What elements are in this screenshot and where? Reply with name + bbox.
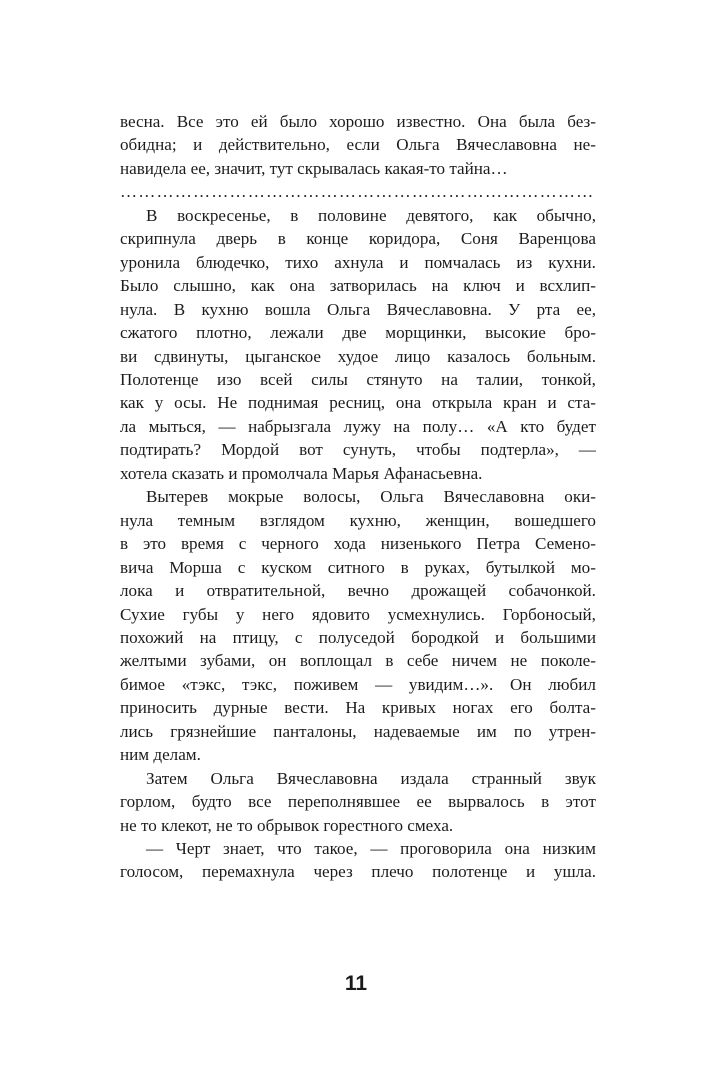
paragraph: Затем Ольга Вячеславовна издала странный звук горлом, будто все переполнявшее ее вырвалось в этот не то клекот, не то обрывок горестного смеха. [120, 768, 596, 835]
ellipsis-separator: …………………………………………………………………… [120, 182, 595, 202]
paragraph: — Черт знает, что такое, — проговорила она низким голосом, перемахнула через плечо полотенце и ушла. [120, 839, 596, 882]
paragraph: весна. Все это ей было хорошо известно. Она была без- обидна; и действительно, если Ольга Вячеславовна не- навидела ее, значит, тут скрывалась какая-то тайна… [120, 112, 596, 178]
page-text-block [120, 110, 596, 884]
paragraph: Вытерев мокрые волосы, Ольга Вячеславовна оки- нула темным взглядом кухню, женщин, вошедшего в это время с черного хода низенького Петра Семено- вича Морша с куском ситного в руках, бутылкой мо- лока и отвратительной, вечно дрожащей собачонкой. Сухие губы у него ядовито усмехнулись. Горбоносый, похожий на птицу, с полуседой бородкой и большими желтыми зубами, он воплощал в себе ничем не поколе- бимое «тэкс, тэкс, поживем — увидим…». Он любил приносить дурные вести. На кривых ногах его болта- лись грязнейшие панталоны, надеваемые им по утрен- ним делам. [120, 487, 596, 765]
paragraph: В воскресенье, в половине девятого, как обычно, скрипнула дверь в конце коридора, Соня Варенцова уронила блюдечко, тихо ахнула и помчалась из кухни. Было слышно, как она затворилась на ключ и всхлип- нула. В кухню вошла Ольга Вячеславовна. У рта ее, сжатого плотно, лежали две морщинки, высокие бро- ви сдвинуты, цыганское худое лицо казалось больным. Полотенце изо всей силы стянуто на талии, тонкой, как у осы. Не поднимая ресниц, она открыла кран и ста- ла мыться, — набрызгала лужу на полу… «А кто будет подтирать? Мордой вот сунуть, чтобы подтерла», — хотела сказать и промолчала Марья Афанасьевна. [120, 205, 596, 483]
page-number: 11 [344, 972, 368, 995]
